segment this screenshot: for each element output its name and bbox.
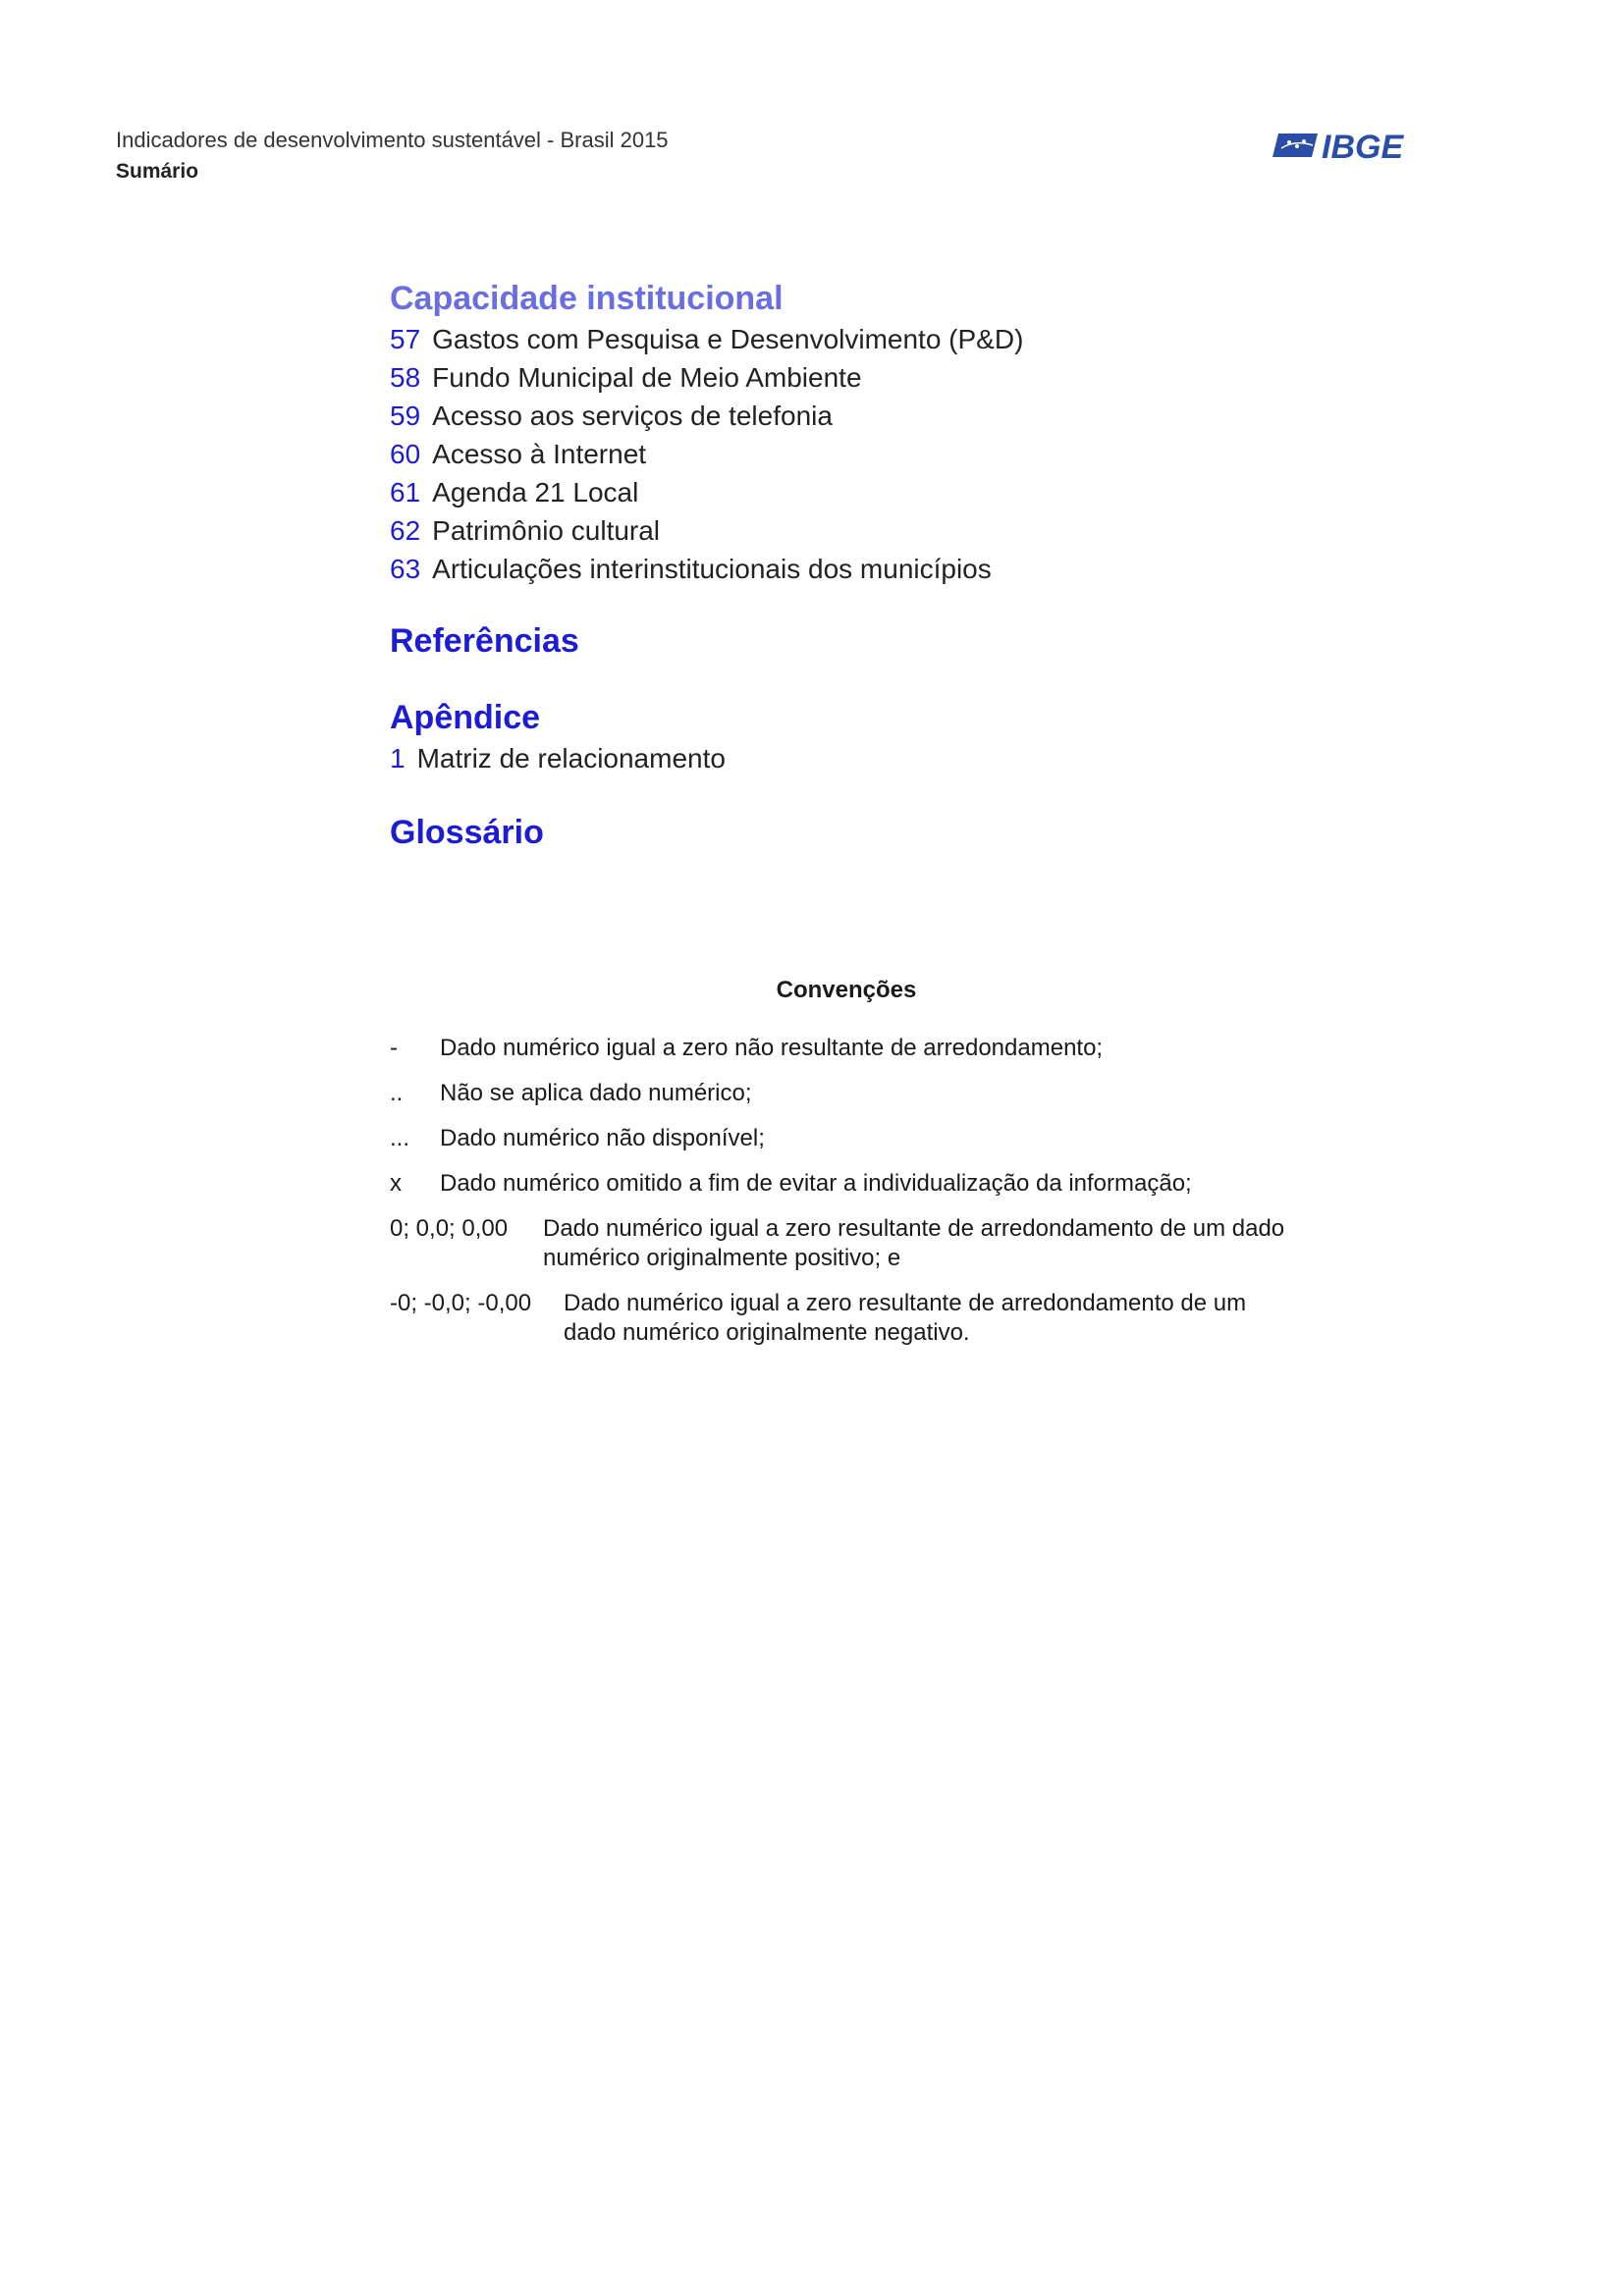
toc-item-number: 58 — [390, 362, 421, 393]
toc-item-label: Acesso aos serviços de telefonia — [432, 400, 833, 431]
convention-description: Dado numérico omitido a fim de evitar a individualização da informação; — [440, 1170, 1192, 1197]
convention-description: Dado numérico igual a zero resultante de arredondamento de um dado numérico originalmente negativo. — [564, 1290, 1247, 1346]
toc-item-label: Gastos com Pesquisa e Desenvolvimento (P&D) — [432, 324, 1024, 354]
convention-description: Não se aplica dado numérico; — [440, 1080, 752, 1106]
section-subtitle: Sumário — [116, 160, 199, 183]
toc-item[interactable] — [390, 511, 1023, 550]
toc-item-number: 60 — [390, 439, 421, 469]
toc-item-label: Patrimônio cultural — [432, 515, 661, 546]
document-title: Indicadores de desenvolvimento sustentável - Brasil 2015 — [116, 128, 669, 152]
convention-description: Dado numérico não disponível; — [440, 1125, 765, 1151]
convention-symbol: -0; -0,0; -0,00 — [390, 1290, 532, 1316]
toc-item-number: 1 — [390, 743, 406, 774]
toc-item[interactable] — [390, 397, 1023, 435]
toc-item-number: 61 — [390, 477, 421, 507]
convention-row — [390, 1034, 1303, 1063]
ibge-flag-icon — [1272, 133, 1318, 157]
spacer — [390, 663, 1023, 696]
toc-list-capacidade — [390, 320, 1023, 588]
toc-item[interactable] — [390, 320, 1023, 358]
toc-item-number: 63 — [390, 554, 421, 584]
convention-symbol: x — [390, 1170, 402, 1197]
conventions-title: Convenções — [776, 977, 917, 1003]
convention-symbol: - — [390, 1035, 398, 1061]
toc-item[interactable] — [390, 358, 1023, 397]
toc-item-label: Agenda 21 Local — [432, 477, 639, 507]
convention-row — [390, 1214, 1303, 1273]
toc-section-referencias[interactable]: Referências — [390, 622, 579, 660]
toc-item-number: 57 — [390, 324, 421, 354]
convention-row — [390, 1124, 1303, 1153]
convention-symbol: .. — [390, 1080, 404, 1106]
convention-row — [390, 1169, 1303, 1199]
convention-symbol: 0; 0,0; 0,00 — [390, 1215, 509, 1242]
toc-item-number: 62 — [390, 515, 421, 546]
ibge-logo-text: IBGE — [1322, 129, 1404, 163]
table-of-contents — [390, 277, 1023, 854]
toc-item-label: Acesso à Internet — [432, 439, 647, 469]
conventions-block — [390, 977, 1303, 1363]
toc-item[interactable] — [390, 473, 1023, 511]
spacer — [390, 588, 1023, 619]
toc-item-label: Fundo Municipal de Meio Ambiente — [432, 362, 862, 393]
toc-section-apendice[interactable]: Apêndice — [390, 699, 541, 736]
ibge-logo — [1272, 128, 1416, 163]
toc-item[interactable] — [390, 550, 1023, 588]
toc-section-glossario[interactable]: Glossário — [390, 814, 544, 851]
convention-symbol: ... — [390, 1125, 410, 1151]
convention-row — [390, 1289, 1303, 1348]
toc-item-label: Matriz de relacionamento — [416, 743, 726, 774]
convention-row — [390, 1079, 1303, 1108]
toc-item[interactable] — [390, 435, 1023, 473]
toc-section-capacidade-institucional[interactable]: Capacidade institucional — [390, 280, 784, 317]
convention-description: Dado numérico igual a zero resultante de arredondamento de um dado numérico originalmente positivo; e — [543, 1215, 1285, 1271]
toc-item-label: Articulações interinstitucionais dos municípios — [432, 554, 992, 584]
toc-item[interactable] — [390, 739, 1023, 777]
toc-item-number: 59 — [390, 400, 421, 431]
convention-description: Dado numérico igual a zero não resultante de arredondamento; — [440, 1035, 1104, 1061]
spacer — [390, 777, 1023, 811]
